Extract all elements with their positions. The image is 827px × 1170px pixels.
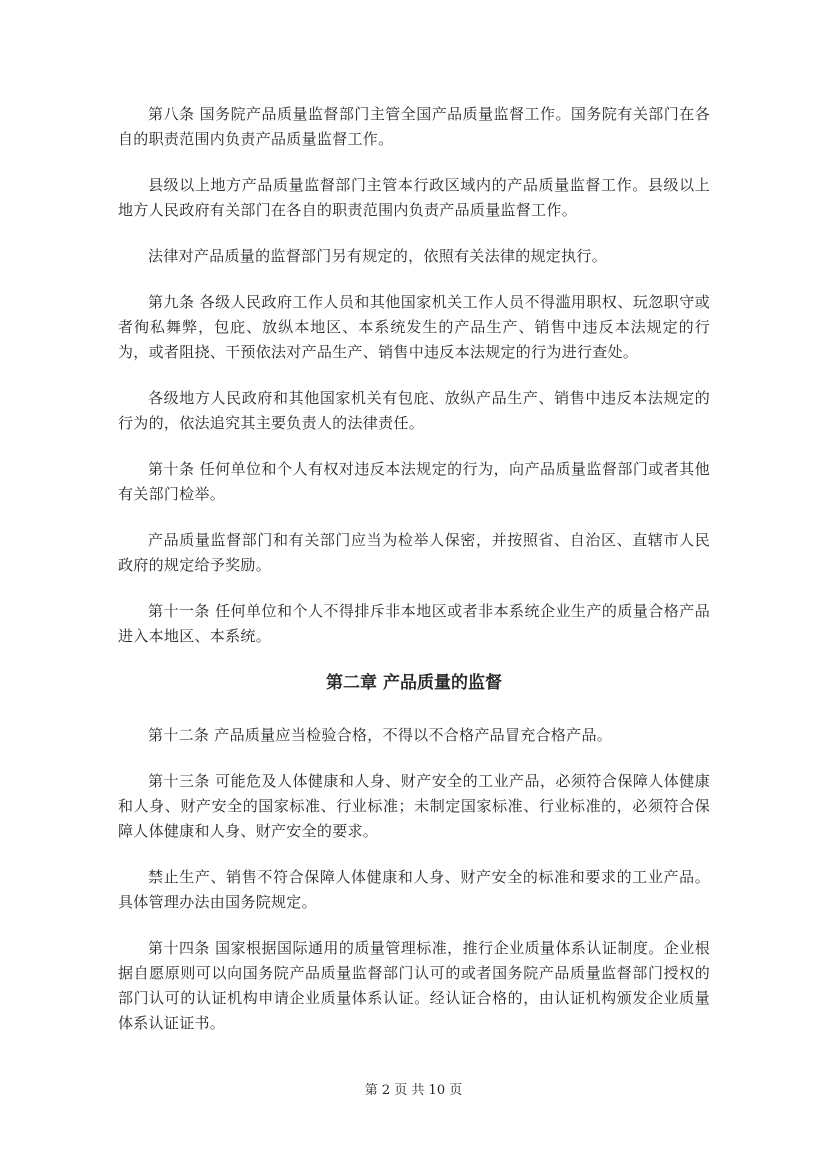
paragraph: 第九条 各级人民政府工作人员和其他国家机关工作人员不得滥用职权、玩忽职守或者徇私舞弊，包庇、放纵本地区、本系统发生的产品生产、销售中违反本法规定的行为，或者阻挠、干预依法对产品生产、销售中违反本法规定的行为进行查处。 <box>118 293 710 361</box>
paragraph: 第十条 任何单位和个人有权对违反本法规定的行为，向产品质量监督部门或者其他有关部门检举。 <box>118 460 710 503</box>
paragraph: 产品质量监督部门和有关部门应当为检举人保密，并按照省、自治区、直辖市人民政府的规定给予奖励。 <box>118 531 710 574</box>
paragraph: 第十二条 产品质量应当检验合格，不得以不合格产品冒充合格产品。 <box>148 726 613 744</box>
paragraph: 禁止生产、销售不符合保障人体健康和人身、财产安全的标准和要求的工业产品。具体管理办法由国务院规定。 <box>118 868 710 911</box>
paragraph: 第八条 国务院产品质量监督部门主管全国产品质量监督工作。国务院有关部门在各自的职责范围内负责产品质量监督工作。 <box>118 105 710 148</box>
document-body <box>118 102 710 1057</box>
page-footer <box>0 1082 827 1100</box>
paragraph: 第十四条 国家根据国际通用的质量管理标准，推行企业质量体系认证制度。企业根据自愿原则可以向国务院产品质量监督部门认可的或者国务院产品质量监督部门授权的部门认可的认证机构申请企业质量体系认证。经认证合格的，由认证机构颁发企业质量体系认证证书。 <box>118 939 710 1032</box>
chapter-heading: 第二章 产品质量的监督 <box>326 673 502 693</box>
paragraph: 各级地方人民政府和其他国家机关有包庇、放纵产品生产、销售中违反本法规定的行为的，依法追究其主要负责人的法律责任。 <box>118 389 710 432</box>
paragraph: 法律对产品质量的监督部门另有规定的，依照有关法律的规定执行。 <box>148 247 608 265</box>
paragraph: 县级以上地方产品质量监督部门主管本行政区域内的产品质量监督工作。县级以上地方人民政府有关部门在各自的职责范围内负责产品质量监督工作。 <box>118 176 710 219</box>
page-number-label: 第 2 页 共 10 页 <box>364 1083 463 1098</box>
paragraph: 第十一条 任何单位和个人不得排斥非本地区或者非本系统企业生产的质量合格产品进入本地区、本系统。 <box>118 602 710 645</box>
paragraph: 第十三条 可能危及人体健康和人身、财产安全的工业产品，必须符合保障人体健康和人身、财产安全的国家标准、行业标准；未制定国家标准、行业标准的，必须符合保障人体健康和人身、财产安全的要求。 <box>118 772 710 840</box>
